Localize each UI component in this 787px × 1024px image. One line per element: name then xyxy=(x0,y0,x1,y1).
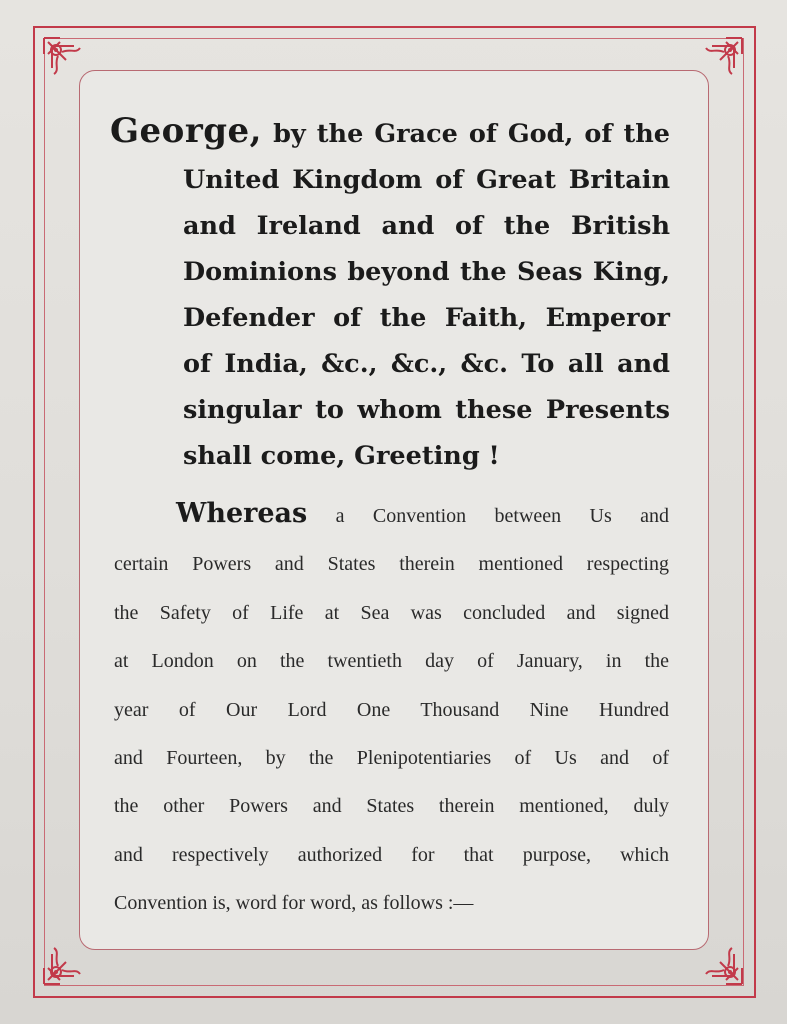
heading-line: Defender of the Faith, Emperor xyxy=(183,303,670,333)
body-line-1 xyxy=(176,490,669,540)
heading-line: Dominions beyond the Seas King, xyxy=(183,257,670,287)
corner-ornament-icon xyxy=(40,942,86,988)
body-line: certain Powers and States therein mentioned respecting xyxy=(114,553,669,576)
heading-line: shall come, Greeting ! xyxy=(183,441,500,471)
body-line: and respectively authorized for that purpose, which xyxy=(114,843,669,866)
body-line-1-rest: a Convention between Us and xyxy=(335,505,670,527)
body-line: the other Powers and States therein mentioned, duly xyxy=(114,795,669,818)
heading-line: and Ireland and of the British xyxy=(183,211,670,241)
body-line: Convention is, word for word, as follows :— xyxy=(114,892,474,915)
proclamation-heading xyxy=(110,108,670,479)
heading-line-1-rest: by the Grace of God, of the xyxy=(273,119,670,149)
convention-paragraph xyxy=(114,490,669,928)
heading-line: of India, &c., &c., &c. To all and xyxy=(183,349,670,379)
body-line: the Safety of Life at Sea was concluded and signed xyxy=(114,601,669,624)
heading-george: George, xyxy=(110,111,263,151)
body-line: and Fourteen, by the Plenipotentiaries of Us and of xyxy=(114,747,669,770)
heading-line-1 xyxy=(110,108,670,157)
body-line: at London on the twentieth day of January, in the xyxy=(114,650,669,673)
heading-line: United Kingdom of Great Britain xyxy=(183,165,670,195)
body-line: year of Our Lord One Thousand Nine Hundred xyxy=(114,698,669,721)
heading-line: singular to whom these Presents xyxy=(183,395,670,425)
corner-ornament-icon xyxy=(700,942,746,988)
whereas-word: Whereas xyxy=(176,498,308,529)
corner-ornament-icon xyxy=(40,34,86,80)
corner-ornament-icon xyxy=(700,34,746,80)
